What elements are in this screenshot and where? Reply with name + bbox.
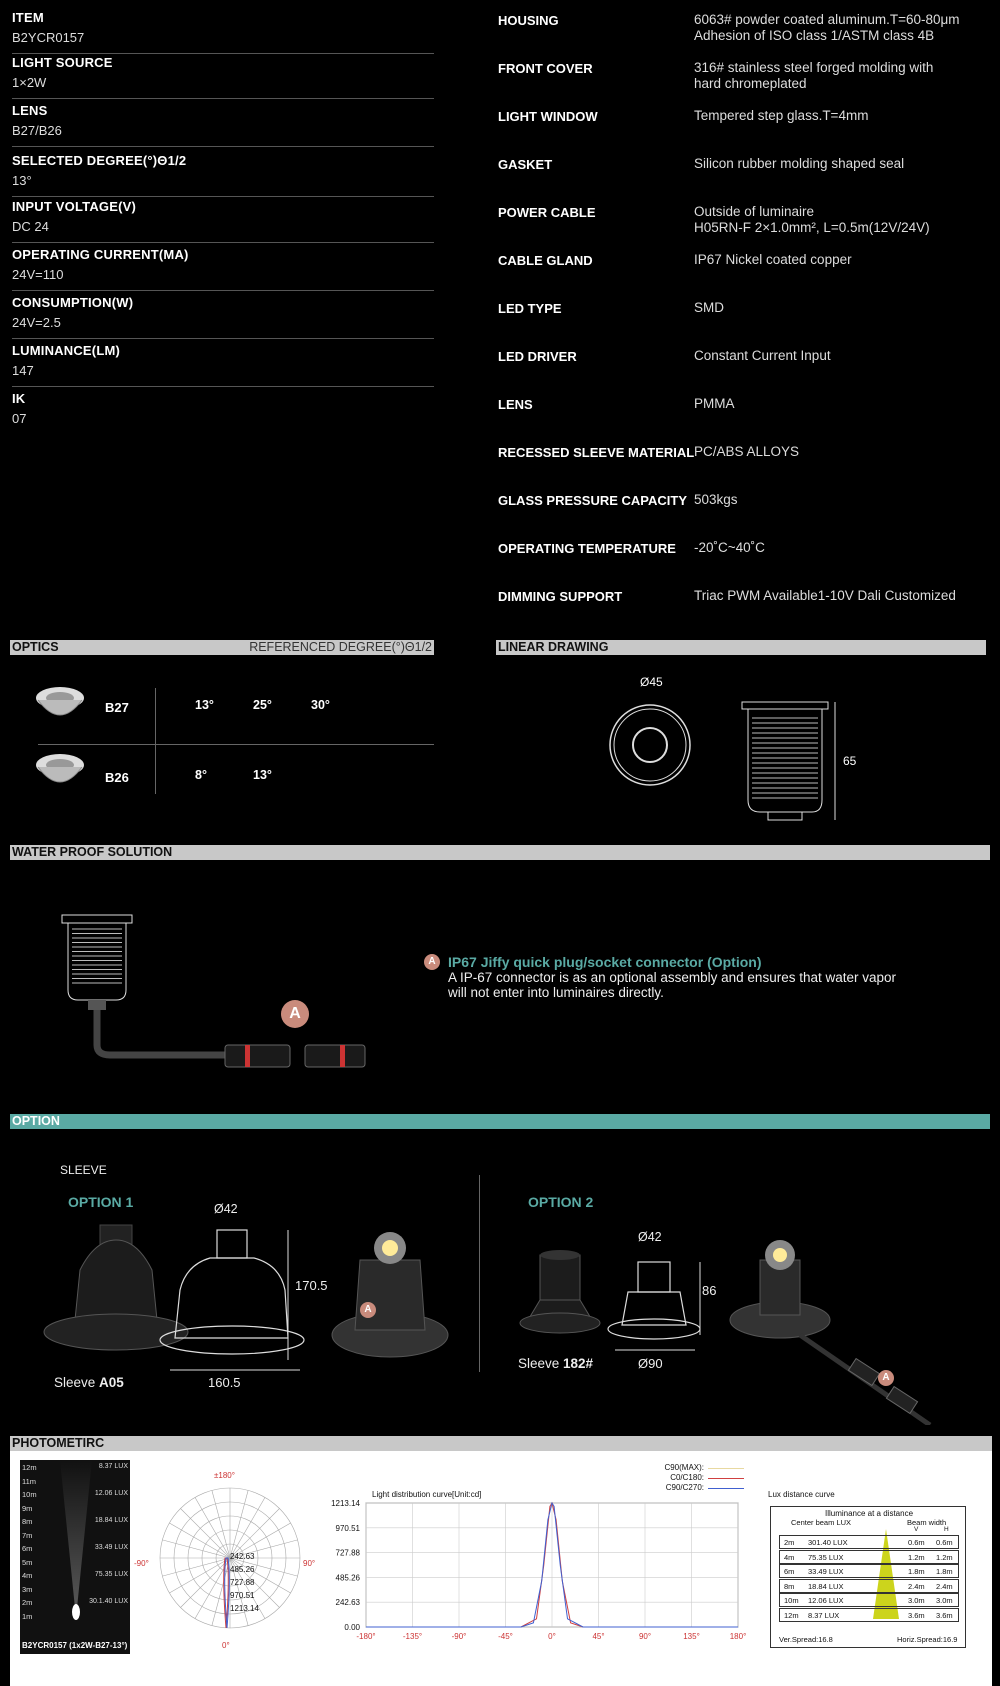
front-view-drawing xyxy=(610,705,690,785)
option1-title: OPTION 1 xyxy=(68,1194,134,1210)
sleeve-182-image xyxy=(520,1250,600,1333)
polar-value-label: 970.51 xyxy=(230,1591,255,1600)
spec-divider xyxy=(12,53,434,54)
optics-lens-name: B27 xyxy=(105,700,129,715)
lux-row xyxy=(779,1593,959,1607)
option2-assembly-image xyxy=(730,1240,830,1338)
lux-row-h: 1.2m xyxy=(936,1552,953,1562)
option2-drawings xyxy=(510,1225,950,1425)
spec-value-line2: Adhesion of ISO class 1/ASTM class 4B xyxy=(694,28,935,43)
lux-row-distance: 6m xyxy=(784,1567,795,1576)
spec-value: 147 xyxy=(12,363,34,378)
optics-degree: 13° xyxy=(195,698,214,712)
lux-col-center: Center beam LUX xyxy=(791,1518,852,1527)
spec-value-right xyxy=(694,108,994,124)
chart-x-tick: 0° xyxy=(548,1632,556,1641)
luminaire-drawing xyxy=(62,915,132,1010)
spec-value-line1: -20˚C~40˚C xyxy=(694,540,765,555)
spec-value-right xyxy=(694,492,994,508)
beam-distance-label: 10m xyxy=(22,1490,37,1499)
connector-socket-drawing xyxy=(305,1045,365,1067)
beam-distance-label: 4m xyxy=(22,1571,33,1580)
spec-value: 24V=110 xyxy=(12,267,64,282)
lux-ver-spread: Ver.Spread:16.8 xyxy=(779,1635,833,1644)
spec-row-left xyxy=(12,103,434,147)
spec-value-line1: SMD xyxy=(694,300,724,315)
linear-diameter-label: Ø45 xyxy=(640,675,663,689)
linear-drawing-title: LINEAR DRAWING xyxy=(498,640,609,654)
spec-row-left xyxy=(12,391,434,431)
chart-x-tick: 90° xyxy=(638,1632,652,1641)
waterproof-line2: will not enter into luminaires directly. xyxy=(448,985,664,1000)
lens-images xyxy=(30,680,90,790)
curve-legend-label: C90(MAX): xyxy=(664,1463,704,1472)
sleeve-label: SLEEVE xyxy=(60,1163,107,1177)
polar-label-left: -90° xyxy=(134,1559,149,1568)
spec-label-right: DIMMING SUPPORT xyxy=(498,589,623,604)
spec-value: 1×2W xyxy=(12,75,47,90)
lux-table xyxy=(770,1506,966,1648)
option1-width-label: 160.5 xyxy=(208,1375,241,1390)
spec-divider xyxy=(12,98,434,99)
beam-distance-label: 6m xyxy=(22,1544,33,1553)
photometric-title: PHOTOMETIRC xyxy=(12,1436,105,1450)
marker-a-badge: A xyxy=(281,1000,309,1028)
curve-legend-line xyxy=(708,1478,744,1479)
spec-label: ITEM xyxy=(12,10,44,25)
lux-row-value: 33.49 LUX xyxy=(808,1567,844,1576)
lux-row-h: 2.4m xyxy=(936,1581,953,1591)
waterproof-header xyxy=(10,845,990,860)
optics-divider-v xyxy=(155,688,156,794)
spec-value: DC 24 xyxy=(12,219,49,234)
lens-b26-image xyxy=(36,754,84,782)
spec-value-line1: Triac PWM Available1-10V Dali Customized xyxy=(694,588,956,603)
distribution-chart xyxy=(310,1495,750,1655)
optics-title: OPTICS xyxy=(12,640,59,654)
spec-value-right xyxy=(694,396,994,412)
option1-sleeve-prefix: Sleeve xyxy=(54,1375,100,1390)
spec-value-right xyxy=(694,252,994,268)
spec-divider xyxy=(12,290,434,291)
lux-row-v: 1.8m xyxy=(908,1567,925,1576)
chart-y-tick: 0.00 xyxy=(344,1623,360,1632)
option2-marker-a: A xyxy=(878,1370,894,1386)
chart-y-tick: 727.88 xyxy=(335,1548,360,1558)
beam-caption: B2YCR0157 (1x2W-B27-13°) xyxy=(22,1641,128,1650)
spec-row-left xyxy=(12,247,434,291)
spec-label-right: LENS xyxy=(498,397,533,412)
spec-row-left xyxy=(12,295,434,339)
spec-value-line1: 503kgs xyxy=(694,492,738,507)
chart-x-tick: -135° xyxy=(402,1632,423,1641)
spec-value-line1: Silicon rubber molding shaped seal xyxy=(694,156,905,171)
spec-value-line1: PMMA xyxy=(694,396,735,411)
lux-row-h: 3.6m xyxy=(936,1610,953,1620)
spec-label-right: LIGHT WINDOW xyxy=(498,109,598,124)
spec-value-right xyxy=(694,300,994,316)
beam-distance-label: 5m xyxy=(22,1557,33,1567)
lux-row-value: 301.40 LUX xyxy=(808,1538,848,1547)
lux-row xyxy=(779,1579,959,1593)
option2-sleeve-code: 182# xyxy=(563,1356,594,1371)
beam-lux-label: 8.37 LUX xyxy=(98,1463,128,1470)
optics-lens-name: B26 xyxy=(105,770,129,785)
option2-sleeve-prefix: Sleeve xyxy=(518,1356,564,1371)
sleeve-182-drawing xyxy=(608,1262,700,1339)
beam-lux-label: 12.06 LUX xyxy=(94,1490,128,1497)
spec-divider xyxy=(12,338,434,339)
spec-label-right: GASKET xyxy=(498,157,553,172)
lux-row-distance: 2m xyxy=(784,1538,795,1547)
spec-label-right: CABLE GLAND xyxy=(498,253,593,268)
optics-header xyxy=(10,640,434,655)
spec-row-left xyxy=(12,153,434,197)
spec-value-line1: Tempered step glass.T=4mm xyxy=(694,108,869,123)
spec-label: CONSUMPTION(W) xyxy=(12,295,134,310)
lux-row xyxy=(779,1535,959,1549)
option1-drawings xyxy=(40,1220,460,1380)
lux-row-v: 0.6m xyxy=(908,1538,925,1547)
connector-plug-drawing xyxy=(225,1045,290,1067)
option1-sleeve-code: A05 xyxy=(99,1375,124,1390)
spec-label: OPERATING CURRENT(MA) xyxy=(12,247,189,262)
beam-distance-label: 7m xyxy=(22,1530,33,1540)
spec-label-right: LED TYPE xyxy=(498,301,562,316)
option1-diameter-label: Ø42 xyxy=(214,1202,238,1216)
spec-label: IK xyxy=(12,391,26,406)
spec-value: B2YCR0157 xyxy=(12,30,85,45)
curve-title: Light distribution curve[Unit:cd] xyxy=(372,1490,482,1499)
waterproof-heading: IP67 Jiffy quick plug/socket connector (Option) xyxy=(448,954,762,970)
polar-value-label: 485.26 xyxy=(230,1565,255,1574)
beam-distance-label: 2m xyxy=(22,1598,33,1607)
cable-drawing xyxy=(97,1010,230,1055)
lux-col-h: H xyxy=(944,1526,949,1533)
marker-a-small: A xyxy=(424,954,440,970)
optics-degree: 25° xyxy=(253,698,272,712)
linear-drawing xyxy=(600,690,850,830)
lux-row xyxy=(779,1550,959,1564)
beam-lux-label: 33.49 LUX xyxy=(94,1544,128,1551)
spec-value-line1: IP67 Nickel coated copper xyxy=(694,252,852,267)
spec-label: SELECTED DEGREE(°)Θ1/2 xyxy=(12,153,187,168)
lux-table-header: Illuminance at a distance xyxy=(824,1509,914,1518)
lux-curve-title: Lux distance curve xyxy=(768,1490,835,1499)
optics-degree: 30° xyxy=(311,698,330,712)
chart-x-tick: -90° xyxy=(451,1632,467,1641)
chart-y-tick: 1213.14 xyxy=(331,1499,360,1508)
spec-divider xyxy=(12,146,434,147)
spec-divider xyxy=(12,196,434,197)
lux-col-beam: Beam width xyxy=(907,1518,947,1527)
spec-value-right xyxy=(694,348,994,364)
spec-value-line2: H05RN-F 2×1.0mm², L=0.5m(12V/24V) xyxy=(694,220,930,235)
chart-x-tick: -45° xyxy=(498,1632,513,1641)
spec-value-right xyxy=(694,540,994,556)
chart-y-tick: 970.51 xyxy=(335,1523,360,1533)
spec-value-line1: Outside of luminaire xyxy=(694,204,815,219)
option-header xyxy=(10,1114,990,1129)
curve-legend-line xyxy=(708,1488,744,1489)
beam-distance-label: 9m xyxy=(22,1503,33,1513)
beam-distance-label: 12m xyxy=(22,1463,37,1472)
optics-degree: 13° xyxy=(253,768,272,782)
spec-label-right: RECESSED SLEEVE MATERIAL xyxy=(498,445,695,460)
spec-value-right xyxy=(694,204,994,236)
polar-label-top: ±180° xyxy=(214,1471,235,1480)
spec-value-right xyxy=(694,444,994,460)
beam-distance-label: 1m xyxy=(22,1611,33,1621)
spec-label: LUMINANCE(LM) xyxy=(12,343,121,358)
spec-row-left xyxy=(12,343,434,387)
spec-value: 24V=2.5 xyxy=(12,315,61,330)
lux-row-h: 3.0m xyxy=(936,1596,953,1605)
spec-value: 13° xyxy=(12,173,32,188)
lux-row-distance: 8m xyxy=(784,1581,795,1591)
lux-row-v: 3.0m xyxy=(908,1596,925,1605)
lux-row-distance: 12m xyxy=(784,1610,799,1620)
chart-x-tick: 180° xyxy=(729,1632,747,1641)
spec-divider xyxy=(12,386,434,387)
polar-value-label: 727.88 xyxy=(230,1578,255,1587)
waterproof-title: WATER PROOF SOLUTION xyxy=(12,845,173,859)
option1-sleeve-caption xyxy=(54,1375,124,1390)
option1-height-label: 170.5 xyxy=(295,1278,328,1293)
lux-row-distance: 4m xyxy=(784,1552,795,1562)
photometric-header xyxy=(10,1436,992,1451)
lux-row xyxy=(779,1564,959,1578)
beam-distance-label: 8m xyxy=(22,1517,33,1526)
spec-row-left xyxy=(12,10,434,54)
lux-row-value: 18.84 LUX xyxy=(808,1581,844,1591)
spec-label-right: HOUSING xyxy=(498,13,559,28)
lux-row-distance: 10m xyxy=(784,1596,799,1605)
spec-value-line1: 316# stainless steel forged molding with xyxy=(694,60,934,75)
lux-row-value: 12.06 LUX xyxy=(808,1596,844,1605)
lux-row-value: 75.35 LUX xyxy=(808,1552,844,1562)
option2-width-label: Ø90 xyxy=(638,1356,663,1371)
option-title: OPTION xyxy=(12,1114,60,1128)
spec-label-right: POWER CABLE xyxy=(498,205,596,220)
polar-label-right: 90° xyxy=(303,1559,316,1568)
polar-value-label: 1213.14 xyxy=(230,1604,259,1613)
spec-value-right xyxy=(694,60,994,92)
chart-x-tick: -180° xyxy=(356,1632,376,1641)
lux-row-v: 1.2m xyxy=(908,1552,925,1562)
spec-row-left xyxy=(12,55,434,99)
spec-label-right: LED DRIVER xyxy=(498,349,577,364)
lux-row-value: 8.37 LUX xyxy=(808,1610,840,1620)
lux-row-h: 0.6m xyxy=(936,1538,953,1547)
chart-y-tick: 485.26 xyxy=(335,1573,360,1583)
lux-hor-spread: Horiz.Spread:16.9 xyxy=(897,1635,958,1644)
optics-subtitle: REFERENCED DEGREE(°)Θ1/2 xyxy=(249,640,432,654)
waterproof-line1: A IP-67 connector is as an optional assembly and ensures that water vapor xyxy=(448,970,897,985)
spec-value-line2: hard chromeplated xyxy=(694,76,807,91)
waterproof-description xyxy=(448,970,896,1000)
curve-legend-label: C0/C180: xyxy=(670,1473,704,1482)
spec-value-line1: 6063# powder coated aluminum.T=60-80μm xyxy=(694,12,960,27)
beam-lux-label: 18.84 LUX xyxy=(94,1517,128,1524)
spec-value-right xyxy=(694,12,994,44)
sleeve-a05-image xyxy=(44,1225,188,1350)
spec-value-right xyxy=(694,588,994,604)
option2-title: OPTION 2 xyxy=(528,1194,594,1210)
waterproof-drawing xyxy=(50,905,400,1075)
linear-height-label: 65 xyxy=(843,754,857,768)
lux-col-v: V xyxy=(914,1526,919,1533)
option2-sleeve-caption xyxy=(518,1356,593,1371)
option2-height-label: 86 xyxy=(702,1283,717,1298)
lux-row-h: 1.8m xyxy=(936,1567,953,1576)
option2-diameter-label: Ø42 xyxy=(638,1230,662,1244)
spec-value: B27/B26 xyxy=(12,123,62,138)
chart-x-tick: 135° xyxy=(683,1632,700,1641)
spec-value-line1: PC/ABS ALLOYS xyxy=(694,444,800,459)
linear-drawing-header xyxy=(496,640,986,655)
lux-row-v: 2.4m xyxy=(908,1581,925,1591)
spec-label: LIGHT SOURCE xyxy=(12,55,113,70)
lens-b27-image xyxy=(36,687,84,715)
beam-lux-label: 75.35 LUX xyxy=(94,1571,128,1578)
beam-distance-label: 11m xyxy=(22,1476,37,1486)
spec-label-right: GLASS PRESSURE CAPACITY xyxy=(498,493,688,508)
spec-label: INPUT VOLTAGE(V) xyxy=(12,199,137,214)
chart-y-tick: 242.63 xyxy=(335,1598,360,1608)
spec-label-right: FRONT COVER xyxy=(498,61,593,76)
spec-label-right: OPERATING TEMPERATURE xyxy=(498,541,676,556)
option-divider xyxy=(479,1175,480,1372)
optics-divider-h xyxy=(38,744,434,745)
beam-distance-label: 3m xyxy=(22,1584,33,1594)
spec-label: LENS xyxy=(12,103,48,118)
lux-row-v: 3.6m xyxy=(908,1610,925,1620)
polar-value-label: 242.63 xyxy=(230,1552,255,1561)
option1-marker-a: A xyxy=(360,1302,376,1318)
option1-assembly-image xyxy=(332,1232,448,1357)
spec-row-left xyxy=(12,199,434,243)
optics-degree: 8° xyxy=(195,768,207,782)
spec-value-right xyxy=(694,156,994,172)
beam-diagram xyxy=(20,1460,130,1654)
curve-legend-line xyxy=(708,1468,744,1469)
spec-divider xyxy=(12,242,434,243)
polar-label-bottom: 0° xyxy=(222,1641,230,1650)
beam-cone xyxy=(56,1460,96,1628)
curve-legend-label: C90/C270: xyxy=(665,1483,704,1492)
chart-x-tick: 45° xyxy=(592,1632,605,1641)
side-view-drawing xyxy=(742,702,835,820)
spec-value-line1: Constant Current Input xyxy=(694,348,831,363)
beam-lux-label: 30.1.40 LUX xyxy=(89,1598,128,1605)
lux-row xyxy=(779,1608,959,1622)
spec-value: 07 xyxy=(12,411,27,426)
option2-connector-b xyxy=(886,1387,917,1414)
